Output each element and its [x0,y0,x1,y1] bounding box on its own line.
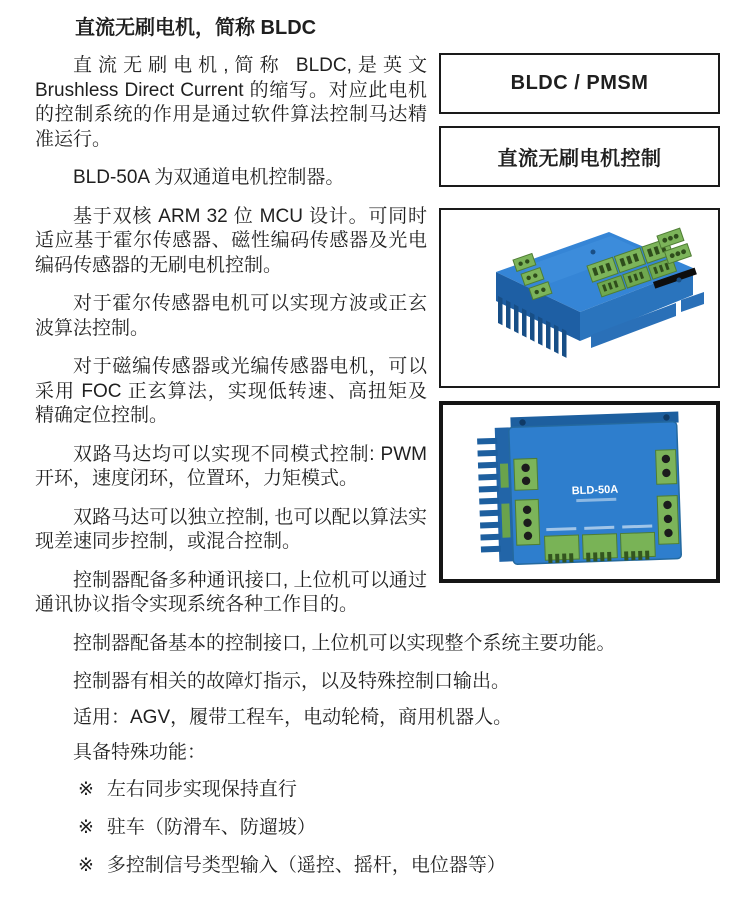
label-box-bldc-pmsm [439,53,720,114]
paragraph: 具备特殊功能： [73,742,207,763]
feature-item [35,853,750,878]
reference-mark-icon: ※ [78,816,94,838]
paragraph: 双路马达均可以实现不同模式控制: PWM 开环，速度闭环，位置环，力矩模式。 [35,443,427,489]
reference-mark-icon: ※ [78,854,94,876]
product-photo-frame-2 [439,401,720,583]
paragraph: 直流无刷电机,简称 BLDC,是英文 Brushless Direct Current 的缩写。对应此电机的控制系统的作用是通过软件算法控制马达精准运行。 [35,55,427,150]
paragraph: 对于霍尔传感器电机可以实现方波或正玄波算法控制。 [35,293,427,339]
label-box-bldc-pmsm-text: BLDC / PMSM [510,72,649,94]
feature-item [35,815,750,840]
paragraph: 基于双核 ARM 32 位 MCU 设计。可同时适应基于霍尔传感器、磁性编码传感器及光电编码传感器的无刷电机控制。 [35,205,427,276]
paragraph: 控制器配备多种通讯接口, 上位机可以通过通讯协议指令实现系统各种工作目的。 [35,569,427,615]
product-photo-angled-view [441,210,718,386]
product-photo-front-view [443,405,716,579]
feature-item [35,777,750,802]
document-heading: 直流无刷电机，简称 BLDC [75,17,317,39]
paragraph: 对于磁编传感器或光编传感器电机，可以采用 FOC 正玄算法，实现低转速、高扭矩及精确定位控制。 [35,356,427,426]
paragraph: 控制器配备基本的控制接口, 上位机可以实现整个系统主要功能。 [73,632,616,654]
reference-mark-icon: ※ [78,778,94,800]
label-box-bldc-control-text: 直流无刷电机控制 [497,148,662,170]
feature-text: 左右同步实现保持直行 [106,778,297,800]
paragraph: 双路马达可以独立控制, 也可以配以算法实现差速同步控制，或混合控制。 [35,506,427,552]
feature-text: 驻车（防滑车、防遛坡） [106,816,316,838]
paragraph: 适用：AGV，履带工程车，电动轮椅，商用机器人。 [73,706,513,728]
device-model-label: BLD-50A [571,483,619,498]
product-photo-frame-1 [439,208,720,388]
paragraph: BLD-50A 为双通道电机控制器。 [73,167,345,188]
feature-text: 多控制信号类型输入（遥控、摇杆，电位器等） [106,854,506,876]
label-box-bldc-control [439,126,720,187]
paragraph: 控制器有相关的故障灯指示，以及特殊控制口输出。 [73,671,511,692]
right-rail [439,53,720,583]
